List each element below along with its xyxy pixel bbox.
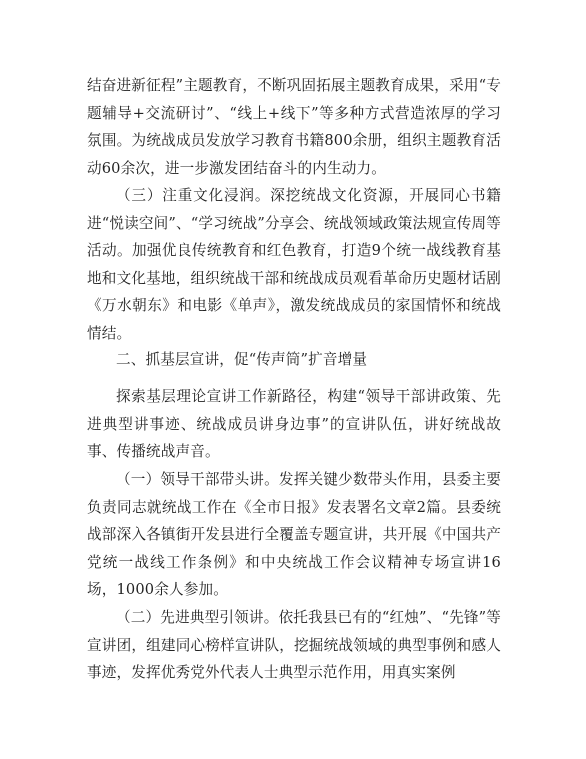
paragraph-theme-education-continued: 结奋进新征程”主题教育，不断巩固拓展主题教育成果，采用“专题辅导+交流研讨”、“线上+线下”等多种方式营造浓厚的学习氛围。为统战成员发放学习教育书籍800余册，组织主题教育活动60余次，进一步激发团结奋斗的内生动力。 <box>87 77 501 177</box>
paragraph-leaders-lead-preaching: （一）领导干部带头讲。发挥关键少数带头作用，县委主要负责同志就统战工作在《全市日报》发表署名文章2篇。县委统战部深入各镇街开发县进行全覆盖专题宣讲，共开展《中国共产党统一战线工作条例》和中央统战工作会议精神专场宣讲16场，1000余人参加。 <box>87 471 501 599</box>
section-heading-grassroots-preaching: 二、抓基层宣讲，促“传声筒”扩音增量 <box>116 351 368 368</box>
paragraph-cultural-immersion: （三）注重文化浸润。深挖统战文化资源，开展同心书籍进“悦读空间”、“学习统战”分享会、统战领域政策法规宣传周等活动。加强优良传统教育和红色教育，打造9个统一战线教育基地和文化基地，组织统战干部和统战成员观看革命历史题材话剧《万水朝东》和电影《单声》，激发统战成员的家国情怀和统战情结。 <box>87 187 501 342</box>
paragraph-preaching-new-path: 探索基层理论宣讲工作新路径，构建“领导干部讲政策、先进典型讲事迹、统战成员讲身边事”的宣讲队伍，讲好统战故事、传播统战声音。 <box>87 388 501 461</box>
paragraph-model-figures-preaching: （二）先进典型引领讲。依托我县已有的“红烛”、“先锋”等宣讲团，组建同心榜样宣讲队，挖掘统战领域的典型事例和感人事迹，发挥优秀党外代表人士典型示范作用，用真实案例 <box>87 609 501 682</box>
